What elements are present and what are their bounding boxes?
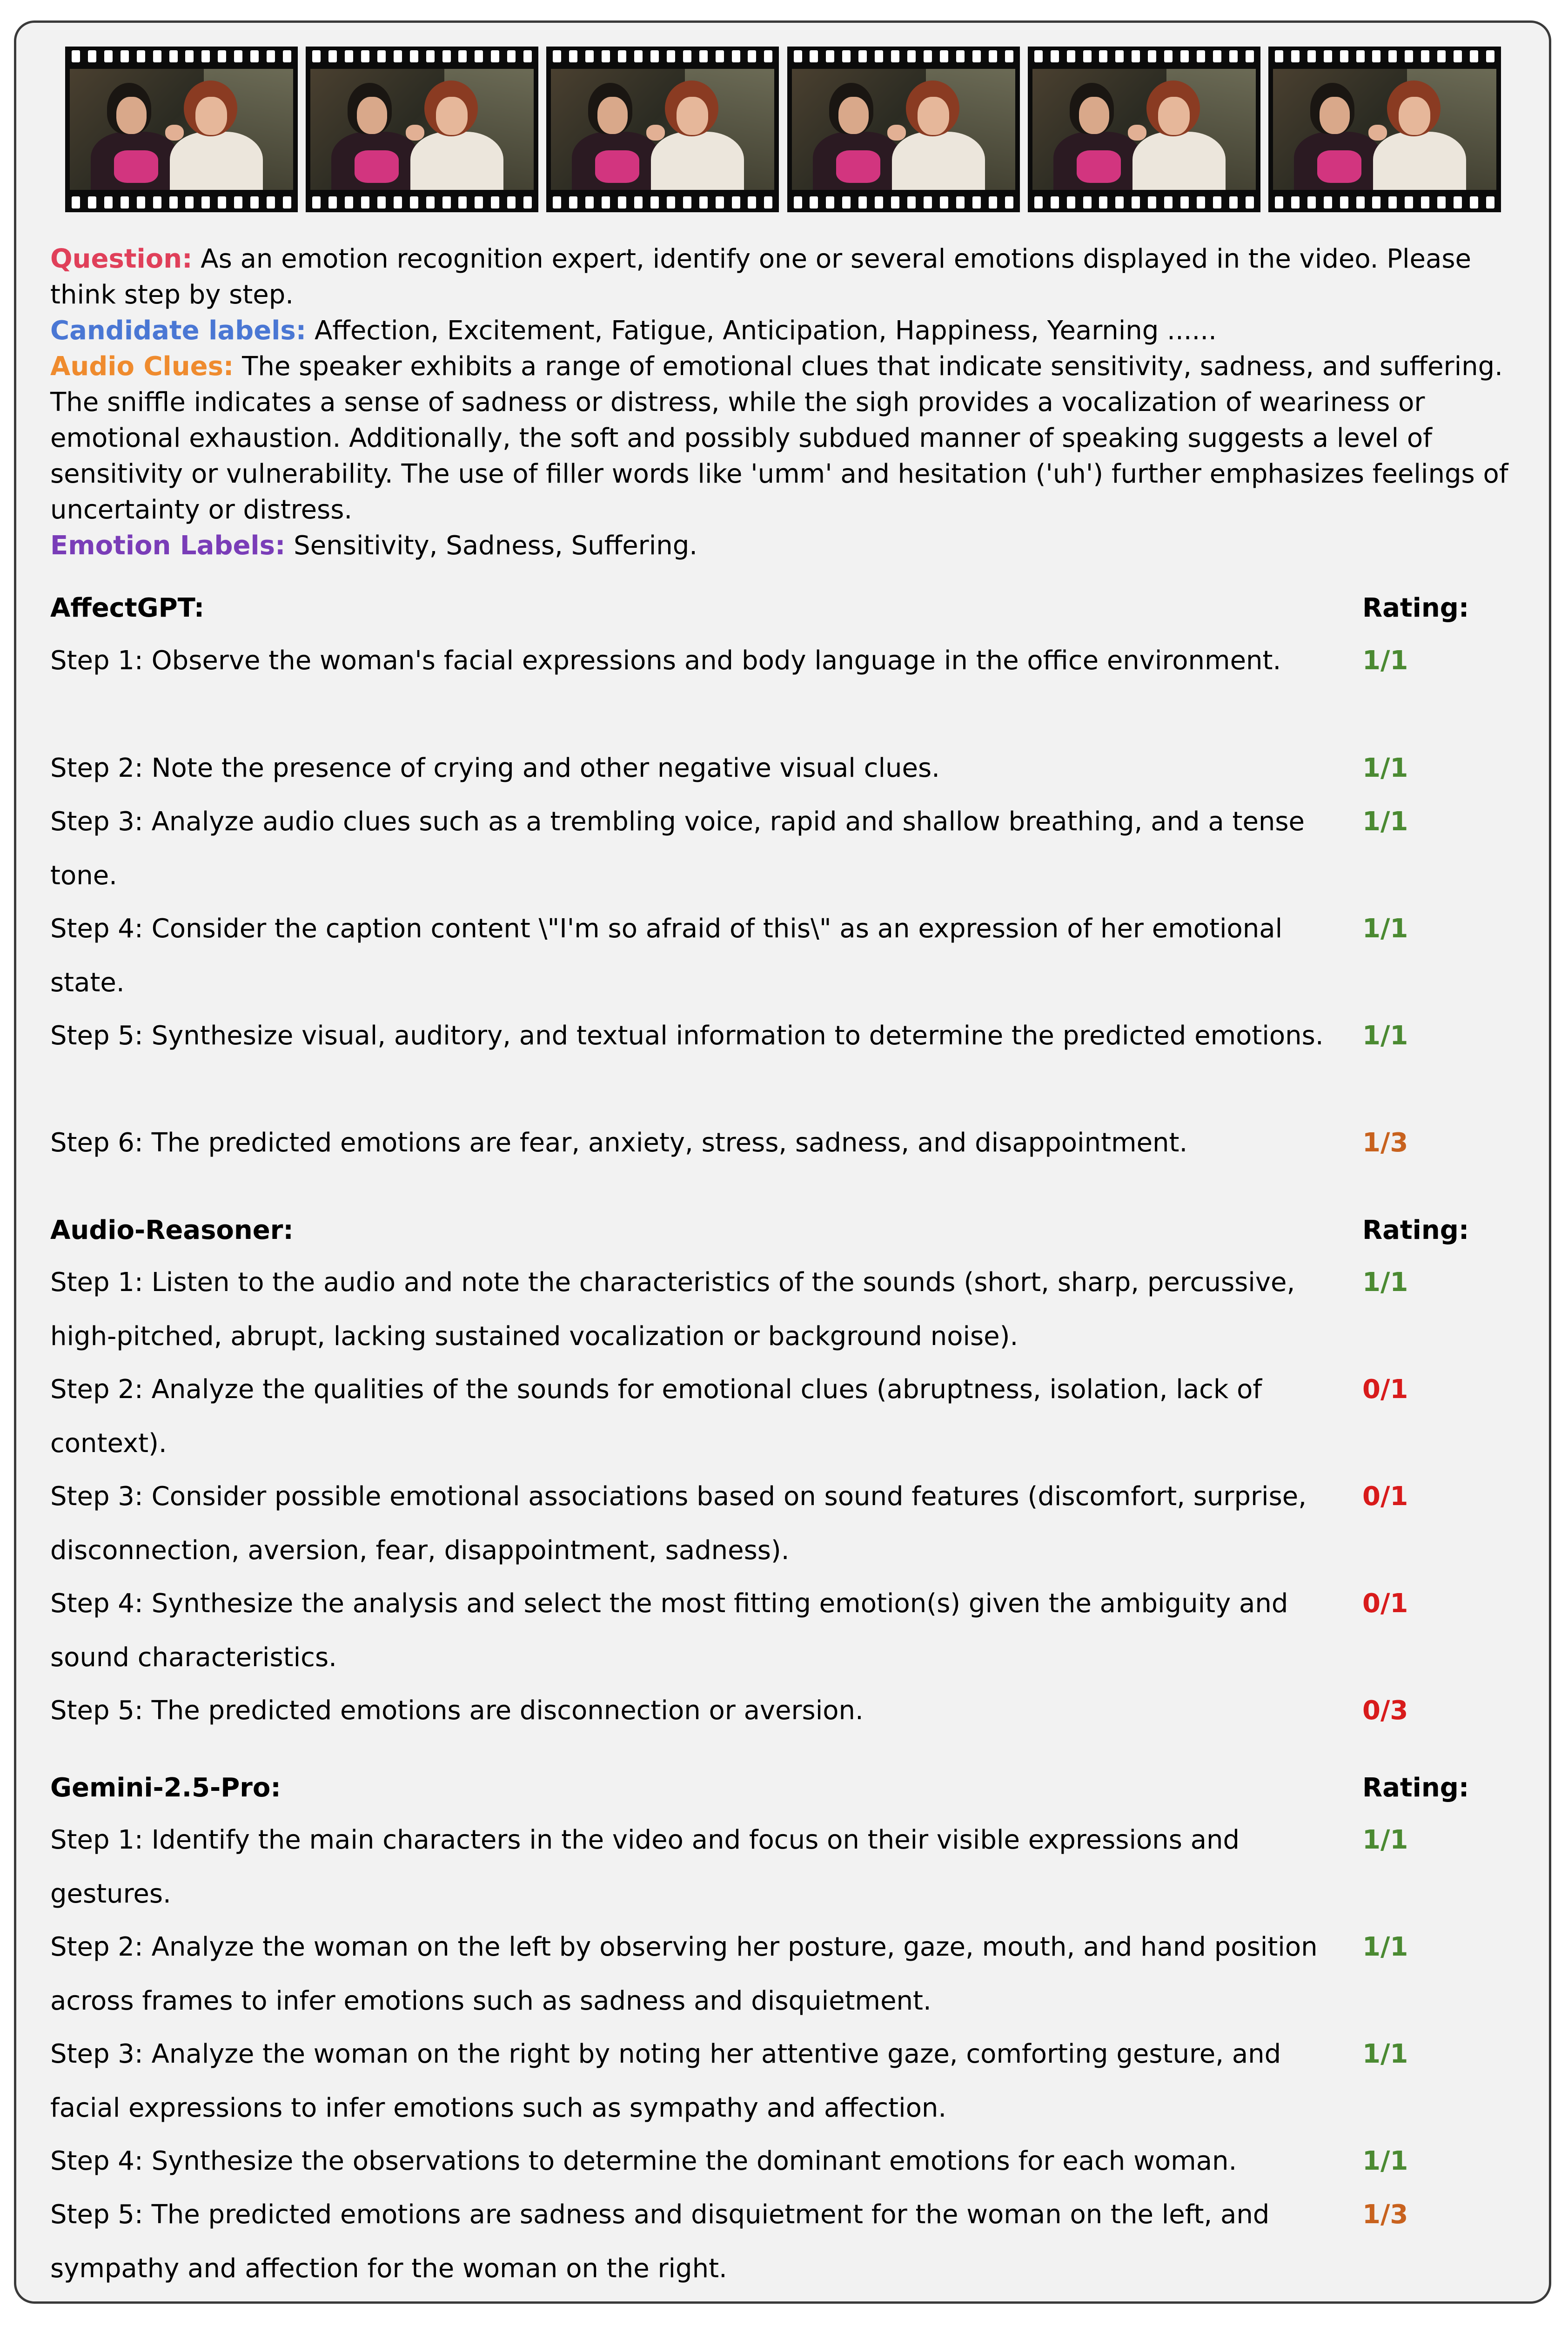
film-frame [787,47,1020,212]
film-sprocket-hole [924,50,932,62]
film-sprocket-hole [1164,50,1173,62]
film-sprocket-hole [1372,196,1380,208]
comforting-hand [406,125,424,141]
right-woman-face [677,97,708,135]
film-sprocket-hole [1246,50,1254,62]
candidate-text: Affection, Excitement, Fatigue, Anticipation, Happiness, Yearning ...... [306,316,1217,346]
step-score: 0/1 [1362,1481,1408,1512]
model-name: Audio-Reasoner: [50,1215,294,1245]
film-sprocket-hole [618,196,626,208]
left-woman-face [1079,97,1109,134]
film-sprocket-hole [1307,196,1316,208]
right-woman-dress [410,132,503,190]
film-sprocket-hole [1291,196,1300,208]
film-sprocket-hole [826,196,834,208]
comforting-hand [1128,125,1146,141]
film-sprocket-hole [1437,196,1446,208]
step-score: 1/3 [1362,2199,1408,2230]
model-name: Gemini-2.5-Pro: [50,1773,281,1803]
film-sprocket-hole [328,196,337,208]
audio-label: Audio Clues: [50,351,234,382]
film-sprocket-hole [267,50,275,62]
video-frame-image [1032,69,1256,190]
film-sprocket-hole [585,50,594,62]
film-sprocket-hole [842,50,851,62]
film-sprocket-hole [1275,196,1283,208]
step-text: Step 5: The predicted emotions are disconnection or aversion. [50,1695,864,1726]
film-sprocket-hole [283,50,291,62]
film-sprocket-hole [1486,196,1494,208]
comforting-hand [165,125,184,141]
film-sprocket-hole [1034,196,1043,208]
film-sprocket-hole [312,50,321,62]
left-woman-bodice [114,150,158,183]
film-sprocket-hole [328,50,337,62]
film-sprocket-hole [137,196,145,208]
film-sprocket-hole [569,196,577,208]
step-text: Step 5: The predicted emotions are sadness and disquietment for the woman on the left, and sympathy and affection for the woman on the right. [50,2199,1270,2284]
film-sprocket-hole [1180,50,1189,62]
right-woman-dress [1132,132,1226,190]
film-frame [306,47,538,212]
film-sprocket-hole [732,196,740,208]
film-sprocket-hole [858,50,867,62]
left-woman-face [1320,97,1350,134]
film-sprocket-hole [1229,50,1238,62]
step-score: 1/1 [1362,1825,1408,1855]
film-sprocket-hole [924,196,932,208]
film-sprocket-hole [553,196,561,208]
film-sprocket-row [1275,50,1494,62]
left-woman-face [357,97,387,134]
step-score: 0/1 [1362,1588,1408,1619]
model-header-affectgpt [50,590,1516,626]
film-sprocket-hole [507,50,516,62]
film-frame [1028,47,1260,212]
right-woman-face [195,97,227,135]
film-sprocket-hole [491,196,499,208]
film-sprocket-row [312,196,532,208]
film-sprocket-hole [989,196,997,208]
film-sprocket-hole [1132,50,1140,62]
film-sprocket-hole [153,196,161,208]
film-sprocket-hole [1197,196,1205,208]
film-sprocket-hole [1115,196,1124,208]
left-woman-bodice [1077,150,1121,183]
film-sprocket-hole [410,196,418,208]
film-sprocket-hole [121,50,129,62]
film-sprocket-hole [940,196,948,208]
model-name: AffectGPT: [50,593,205,623]
film-sprocket-hole [361,50,369,62]
film-sprocket-hole [1324,50,1332,62]
film-sprocket-hole [1099,50,1107,62]
film-sprocket-hole [1005,50,1013,62]
film-sprocket-hole [442,196,451,208]
film-sprocket-hole [394,196,402,208]
candidate-label: Candidate labels: [50,316,307,346]
step-score: 0/3 [1362,1695,1408,1726]
film-sprocket-hole [1051,50,1059,62]
film-sprocket-hole [1213,50,1221,62]
right-woman-face [918,97,949,135]
rating-header: Rating: [1362,1215,1469,1245]
film-sprocket-row [1034,196,1254,208]
step-score: 1/1 [1362,914,1408,944]
step-text: Step 1: Identify the main characters in the video and focus on their visible expressions and gestures. [50,1825,1240,1909]
right-woman-dress [1373,132,1466,190]
film-sprocket-hole [699,196,708,208]
audio-text: The speaker exhibits a range of emotional clues that indicate sensitivity, sadness, and suffering. The sniffle indicates a sense of sadness or distress, while the sigh provides a vocalization of weariness or emotional exhaustion. Additionally, the soft and possibly subdued manner of speaking suggests a level of sensitivity or vulnerability. The use of filler words like 'umm' and hesitation ('uh') further emphasizes feelings of uncertainty or distress. [50,351,1508,525]
film-sprocket-hole [634,196,643,208]
film-sprocket-hole [810,50,818,62]
film-sprocket-hole [956,50,965,62]
film-sprocket-hole [569,50,577,62]
right-woman-face [1399,97,1430,135]
video-filmstrip [65,47,1501,212]
film-sprocket-hole [650,196,659,208]
film-sprocket-hole [1291,50,1300,62]
film-sprocket-hole [426,196,435,208]
film-sprocket-hole [907,196,916,208]
film-sprocket-hole [1148,50,1156,62]
film-sprocket-hole [442,50,451,62]
film-sprocket-hole [458,50,467,62]
film-sprocket-hole [1307,50,1316,62]
film-sprocket-hole [748,196,756,208]
left-woman-face [597,97,628,134]
film-sprocket-hole [169,196,178,208]
step-text: Step 6: The predicted emotions are fear, anxiety, stress, sadness, and disappointment. [50,1128,1188,1158]
film-sprocket-hole [1164,196,1173,208]
left-woman-bodice [836,150,880,183]
film-sprocket-hole [794,196,802,208]
film-sprocket-hole [748,50,756,62]
film-sprocket-hole [810,196,818,208]
film-sprocket-hole [1324,196,1332,208]
film-sprocket-hole [1275,50,1283,62]
film-sprocket-hole [699,50,708,62]
model-header-audio-reasoner [50,1212,1516,1248]
film-sprocket-row [72,50,291,62]
right-woman-dress [651,132,744,190]
step-score: 1/3 [1362,1128,1408,1158]
model-header-gemini [50,1770,1516,1806]
film-sprocket-hole [972,50,981,62]
video-frame-image [1273,69,1496,190]
step-text: Step 2: Note the presence of crying and other negative visual clues. [50,753,940,783]
step-score: 1/1 [1362,2146,1408,2176]
film-sprocket-hole [1356,50,1365,62]
film-sprocket-hole [1213,196,1221,208]
film-sprocket-hole [940,50,948,62]
right-woman-dress [170,132,263,190]
film-sprocket-hole [1470,196,1478,208]
film-sprocket-hole [764,50,772,62]
question-line [50,241,1516,313]
film-sprocket-hole [377,50,386,62]
film-frame [1268,47,1501,212]
video-frame-image [551,69,774,190]
emotion-label: Emotion Labels: [50,531,286,561]
film-sprocket-hole [1005,196,1013,208]
film-sprocket-hole [650,50,659,62]
comforting-hand [646,125,665,141]
film-sprocket-hole [1067,50,1075,62]
film-sprocket-hole [410,50,418,62]
film-sprocket-hole [104,196,113,208]
film-sprocket-hole [153,50,161,62]
film-sprocket-hole [1405,50,1413,62]
right-woman-dress [892,132,985,190]
film-sprocket-hole [1229,196,1238,208]
prompt-block [50,241,1516,564]
step-text: Step 3: Consider possible emotional associations based on sound features (discomfort, surprise, disconnection, aversion, fear, disappointment, sadness). [50,1481,1307,1566]
step-text: Step 2: Analyze the woman on the left by observing her posture, gaze, mouth, and hand position across frames to infer emotions such as sadness and disquietment. [50,1932,1318,2016]
film-sprocket-hole [121,196,129,208]
film-sprocket-hole [475,196,483,208]
film-sprocket-hole [875,50,883,62]
film-sprocket-hole [1421,196,1429,208]
film-sprocket-hole [88,196,96,208]
left-woman-bodice [1317,150,1361,183]
film-sprocket-hole [972,196,981,208]
step-text: Step 1: Observe the woman's facial expressions and body language in the office environment. [50,646,1281,676]
film-sprocket-hole [201,50,210,62]
film-sprocket-hole [250,50,259,62]
film-sprocket-row [72,196,291,208]
film-sprocket-hole [956,196,965,208]
video-frame-image [792,69,1015,190]
film-sprocket-hole [634,50,643,62]
rating-header: Rating: [1362,593,1469,623]
film-sprocket-hole [1470,50,1478,62]
film-sprocket-hole [602,50,610,62]
film-sprocket-hole [72,196,80,208]
film-sprocket-hole [1340,196,1348,208]
film-sprocket-hole [394,50,402,62]
film-sprocket-hole [345,196,353,208]
film-sprocket-hole [1034,50,1043,62]
film-sprocket-hole [426,50,435,62]
film-sprocket-hole [1148,196,1156,208]
film-sprocket-hole [72,50,80,62]
left-woman-bodice [595,150,639,183]
right-woman-face [1158,97,1190,135]
step-text: Step 4: Consider the caption content \"I'm so afraid of this\" as an expression of her emotional state. [50,914,1283,998]
step-score: 1/1 [1362,2039,1408,2069]
film-sprocket-hole [1115,50,1124,62]
left-woman-face [116,97,147,134]
film-sprocket-hole [842,196,851,208]
film-sprocket-hole [1067,196,1075,208]
film-sprocket-hole [794,50,802,62]
film-sprocket-hole [234,50,242,62]
film-sprocket-hole [137,50,145,62]
film-sprocket-hole [683,50,691,62]
question-text: As an emotion recognition expert, identify one or several emotions displayed in the video. Please think step by step. [50,244,1471,310]
film-sprocket-hole [1372,50,1380,62]
film-sprocket-hole [875,196,883,208]
comforting-hand [887,125,906,141]
film-sprocket-hole [989,50,997,62]
film-sprocket-hole [1437,50,1446,62]
film-sprocket-hole [1356,196,1365,208]
film-sprocket-hole [185,50,194,62]
video-frame-image [70,69,293,190]
film-sprocket-hole [602,196,610,208]
film-sprocket-hole [907,50,916,62]
step-score: 1/1 [1362,807,1408,837]
film-sprocket-row [794,196,1013,208]
audio-line [50,349,1516,528]
film-sprocket-hole [88,50,96,62]
film-sprocket-row [1275,196,1494,208]
candidate-line [50,313,1516,349]
film-sprocket-hole [218,196,226,208]
step-score: 1/1 [1362,1267,1408,1298]
step-text: Step 4: Synthesize the observations to determine the dominant emotions for each woman. [50,2146,1237,2176]
film-sprocket-hole [283,196,291,208]
film-sprocket-row [553,196,772,208]
film-sprocket-hole [507,196,516,208]
film-sprocket-hole [1083,196,1092,208]
film-sprocket-hole [553,50,561,62]
film-sprocket-hole [618,50,626,62]
step-text: Step 5: Synthesize visual, auditory, and textual information to determine the predicted emotions. [50,1021,1324,1051]
film-sprocket-hole [826,50,834,62]
film-sprocket-hole [491,50,499,62]
film-sprocket-hole [1454,196,1462,208]
step-score: 1/1 [1362,1021,1408,1051]
film-sprocket-hole [234,196,242,208]
film-sprocket-hole [1180,196,1189,208]
film-sprocket-hole [1340,50,1348,62]
film-sprocket-hole [716,196,724,208]
film-sprocket-hole [267,196,275,208]
step-text: Step 3: Analyze audio clues such as a trembling voice, rapid and shallow breathing, and a tense tone. [50,807,1305,891]
film-sprocket-hole [1132,196,1140,208]
film-sprocket-hole [361,196,369,208]
step-text: Step 3: Analyze the woman on the right by noting her attentive gaze, comforting gesture, and facial expressions to infer emotions such as sympathy and affection. [50,2039,1281,2123]
film-sprocket-row [1034,50,1254,62]
film-sprocket-hole [891,196,899,208]
film-sprocket-hole [218,50,226,62]
step-score: 0/1 [1362,1374,1408,1405]
film-sprocket-row [794,50,1013,62]
film-sprocket-row [553,50,772,62]
film-sprocket-hole [683,196,691,208]
film-sprocket-hole [732,50,740,62]
film-sprocket-hole [169,50,178,62]
left-woman-bodice [355,150,399,183]
step-score: 1/1 [1362,1932,1408,1962]
film-sprocket-row [312,50,532,62]
film-sprocket-hole [1486,50,1494,62]
film-sprocket-hole [523,196,532,208]
film-sprocket-hole [458,196,467,208]
step-text: Step 1: Listen to the audio and note the characteristics of the sounds (short, sharp, percussive, high-pitched, abrupt, lacking sustained vocalization or background noise). [50,1267,1295,1352]
film-sprocket-hole [250,196,259,208]
film-sprocket-hole [104,50,113,62]
film-sprocket-hole [1388,196,1397,208]
film-sprocket-hole [585,196,594,208]
film-sprocket-hole [858,196,867,208]
film-sprocket-hole [345,50,353,62]
video-frame-image [310,69,534,190]
question-label: Question: [50,244,193,274]
film-sprocket-hole [201,196,210,208]
film-sprocket-hole [1197,50,1205,62]
film-sprocket-hole [1388,50,1397,62]
emotion-line [50,528,1516,564]
film-sprocket-hole [312,196,321,208]
right-woman-face [436,97,468,135]
film-sprocket-hole [667,50,675,62]
film-sprocket-hole [1083,50,1092,62]
film-sprocket-hole [185,196,194,208]
film-sprocket-hole [1454,50,1462,62]
emotion-text: Sensitivity, Sadness, Suffering. [285,531,698,561]
step-text: Step 2: Analyze the qualities of the sounds for emotional clues (abruptness, isolation, lack of context). [50,1374,1262,1459]
film-sprocket-hole [1051,196,1059,208]
step-score: 1/1 [1362,646,1408,676]
film-sprocket-hole [716,50,724,62]
film-sprocket-hole [1246,196,1254,208]
film-sprocket-hole [1421,50,1429,62]
left-woman-face [838,97,869,134]
rating-header: Rating: [1362,1773,1469,1803]
film-sprocket-hole [475,50,483,62]
film-sprocket-hole [667,196,675,208]
film-sprocket-hole [523,50,532,62]
film-sprocket-hole [891,50,899,62]
comforting-hand [1368,125,1387,141]
film-sprocket-hole [1405,196,1413,208]
film-frame [65,47,298,212]
step-score: 1/1 [1362,753,1408,783]
step-text: Step 4: Synthesize the analysis and select the most fitting emotion(s) given the ambiguity and sound characteristics. [50,1588,1288,1673]
film-frame [546,47,779,212]
film-sprocket-hole [764,196,772,208]
film-sprocket-hole [1099,196,1107,208]
film-sprocket-hole [377,196,386,208]
